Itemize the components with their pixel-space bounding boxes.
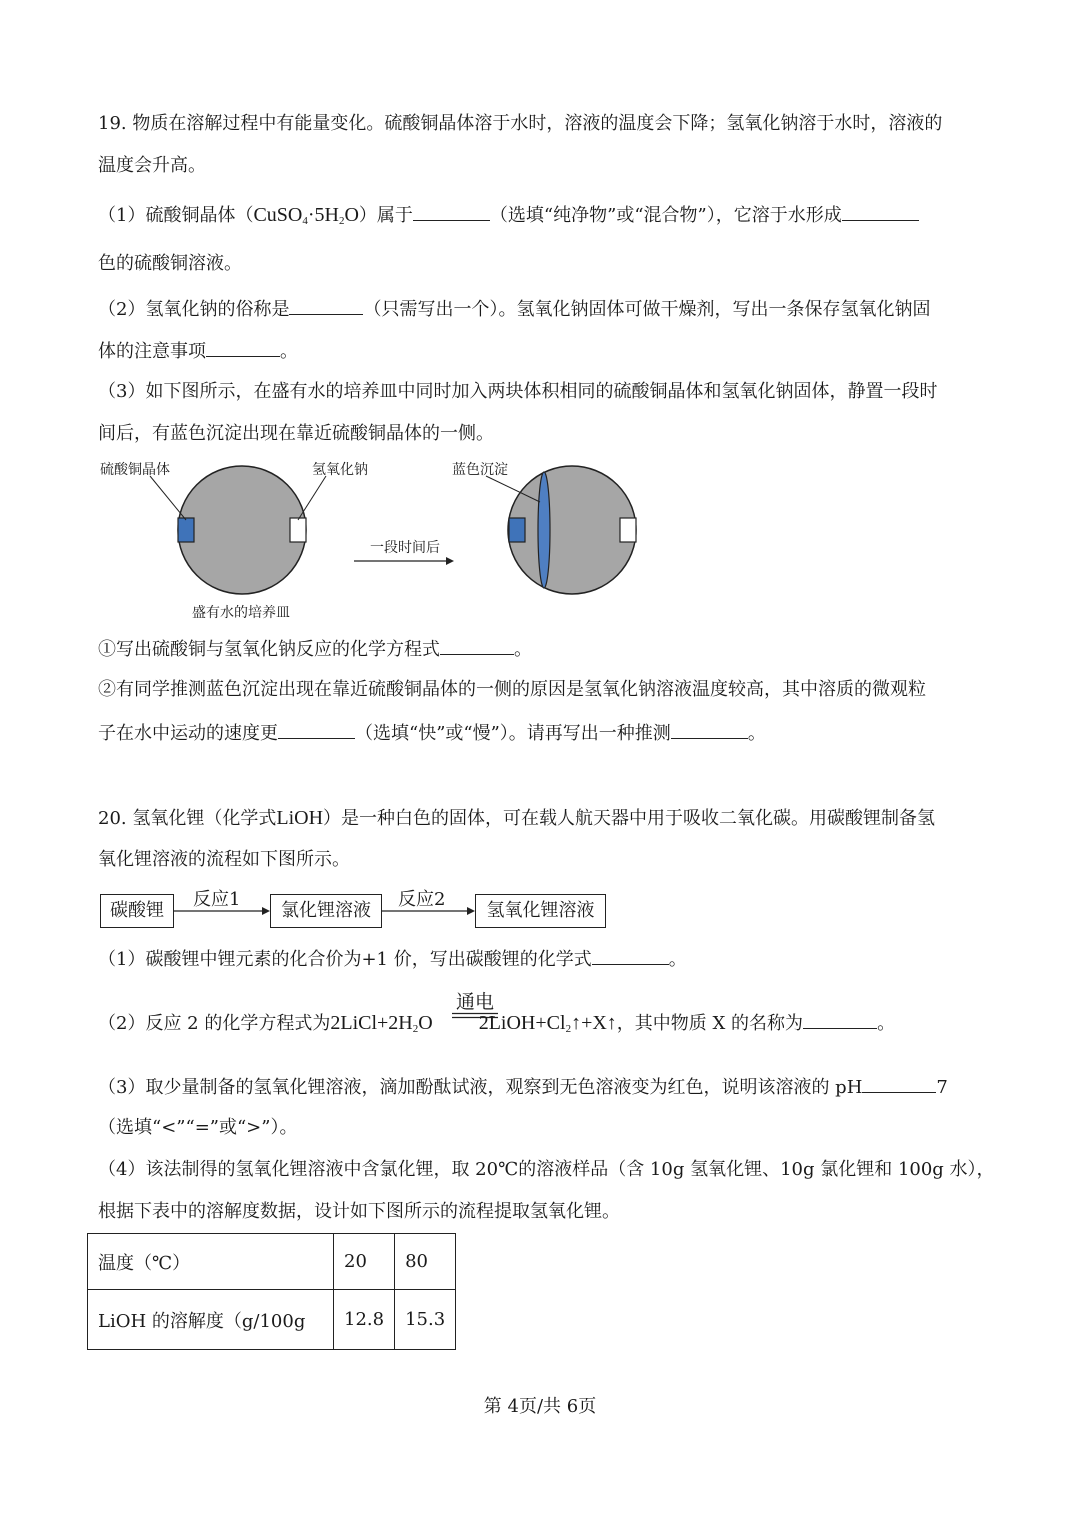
flow-label-reaction1: 反应1 [193,889,241,910]
q19-s2-2b: （选填“快”或“慢”）。请再写出一种推测 [355,723,671,744]
flow-label-reaction2: 反应2 [398,889,446,910]
time-arrow-head [446,557,454,565]
blue-precipitate [538,472,550,588]
q20-p1-a: （1）碳酸锂中锂元素的化合价为+1 价，写出碳酸锂的化学式 [98,949,592,970]
q20-part2 [98,1010,895,1036]
pointer-line-dish [208,593,220,600]
q20-part4-line1: （4）该法制得的氢氧化锂溶液中含氯化锂，取 20℃的溶液样品（含 10g 氢氧化锂、10g 氯化锂和 100g 水）， [98,1159,995,1180]
q19-sub1 [98,636,532,662]
flow-box-lithium-carbonate: 碳酸锂 [100,894,174,928]
table-cell: 15.3 [395,1290,456,1350]
table-row [88,1234,456,1290]
cuso4-crystal-after [509,518,525,542]
q19-part3-line1: （3）如下图所示，在盛有水的培养皿中同时加入两块体积相同的硫酸铜晶体和氢氧化钠固体，静置一段时 [98,381,938,402]
q20-part1 [98,946,687,972]
eq-condition-electrolysis: 通电 [456,991,495,1013]
q20-intro-line1 [98,806,935,831]
q20-intro-a: 20. 氢氧化锂（化学式 [98,808,277,829]
q19-p1-b: ）属于 [358,205,413,226]
table-row [88,1290,456,1350]
flow-box-lithium-chloride: 氯化锂溶液 [270,894,382,928]
petri-dish-after [508,466,636,594]
q19-intro-line1: 19. 物质在溶解过程中有能量变化。硫酸铜晶体溶于水时，溶液的温度会下降；氢氧化钠溶于水时，溶液的 [98,113,943,134]
petri-dish-figure [0,0,1080,640]
q20-p2-a: （2）反应 2 的化学方程式为 [98,1013,331,1034]
table-cell: LiOH 的溶解度（g/100g [88,1290,334,1350]
q19-p1-a: （1）硫酸铜晶体（ [98,205,254,226]
q20-part3-line1 [98,1074,948,1100]
answer-blank[interactable] [803,1010,877,1029]
label-naoh: 氢氧化钠 [312,462,368,478]
eq-right-side: $2LiOH+Cl_2↑+X↑$ [478,1012,617,1035]
q19-s2-2a: 子在水中运动的速度更 [98,723,278,744]
q19-s1-a: ①写出硫酸铜与氢氧化钠反应的化学方程式 [98,639,440,660]
label-cuso4-crystal: 硫酸铜晶体 [100,462,170,478]
naoh-solid-after [620,518,636,542]
page-footer: 第 4页/共 6页 [483,1396,597,1417]
q19-p2-2a: 体的注意事项 [98,341,206,362]
q19-p2-2b: 。 [280,341,298,362]
pointer-line-cuso4 [150,476,186,520]
answer-blank[interactable] [671,720,748,739]
flow-arrow2-head [467,907,475,915]
q19-s2-2c: 。 [747,723,766,744]
q19-part1-line2: 色的硫酸铜溶液。 [98,253,242,274]
solubility-table [87,1233,456,1350]
naoh-solid-before [290,518,306,542]
answer-blank[interactable] [592,946,669,965]
table-cell: 12.8 [334,1290,395,1350]
label-petri-dish: 盛有水的培养皿 [192,605,290,621]
table-cell: 温度（℃） [88,1234,334,1290]
q20-p3-b: 7 [936,1077,948,1098]
pointer-line-naoh [298,476,326,520]
table-cell: 20 [334,1234,395,1290]
q19-p2-a: （2）氢氧化钠的俗称是 [98,299,290,320]
lioh-formula: LiOH [276,807,324,829]
q20-intro-line2: 氧化锂溶液的流程如下图所示。 [98,849,350,870]
q19-p2-b: （只需写出一个）。氢氧化钠固体可做干燥剂，写出一条保存氢氧化钠固 [363,299,931,320]
label-after-time: 一段时间后 [370,540,440,556]
flow-box-lithium-hydroxide: 氢氧化锂溶液 [475,894,606,928]
q20-p3-a: （3）取少量制备的氢氧化锂溶液，滴加酚酞试液，观察到无色溶液变为红色，说明该溶液的 pH [98,1077,863,1098]
q20-p2-b: ，其中物质 X 的名称为 [616,1013,804,1034]
q20-part4-line2: 根据下表中的溶解度数据，设计如下图所示的流程提取氢氧化锂。 [98,1201,620,1222]
q20-p1-b: 。 [668,949,687,970]
cuso4-crystal-before [178,518,194,542]
cuso4-formula: $CuSO_4\cdot 5H_2O$ [253,204,359,227]
q20-intro-b: ）是一种白色的固体，可在载人航天器中用于吸收二氧化碳。用碳酸锂制备氢 [323,808,936,829]
answer-blank[interactable] [862,1074,936,1093]
answer-blank[interactable] [278,720,355,739]
flow-arrow1-head [262,907,270,915]
table-cell: 80 [395,1234,456,1290]
q19-sub2-line1: ②有同学推测蓝色沉淀出现在靠近硫酸铜晶体的一侧的原因是氢氧化钠溶液温度较高，其中溶质的微观粒 [98,679,926,700]
q20-p2-c: 。 [877,1013,896,1034]
eq-left-side: $2LiCl+2H_2O$ [330,1012,433,1035]
q19-part3-line2: 间后，有蓝色沉淀出现在靠近硫酸铜晶体的一侧。 [98,423,494,444]
answer-blank[interactable] [440,636,514,655]
label-blue-precipitate: 蓝色沉淀 [452,462,508,478]
flow-arrows [0,880,1080,920]
q19-intro-line2: 温度会升高。 [98,155,206,176]
q20-part3-line2: （选填“<”“=”或“>”）。 [98,1117,298,1138]
q19-sub2-line2 [98,720,766,746]
q19-s1-b: 。 [514,639,532,660]
petri-dish-before [178,466,306,594]
q19-p1-c: （选填“纯净物”或“混合物”），它溶于水形成 [489,205,842,226]
